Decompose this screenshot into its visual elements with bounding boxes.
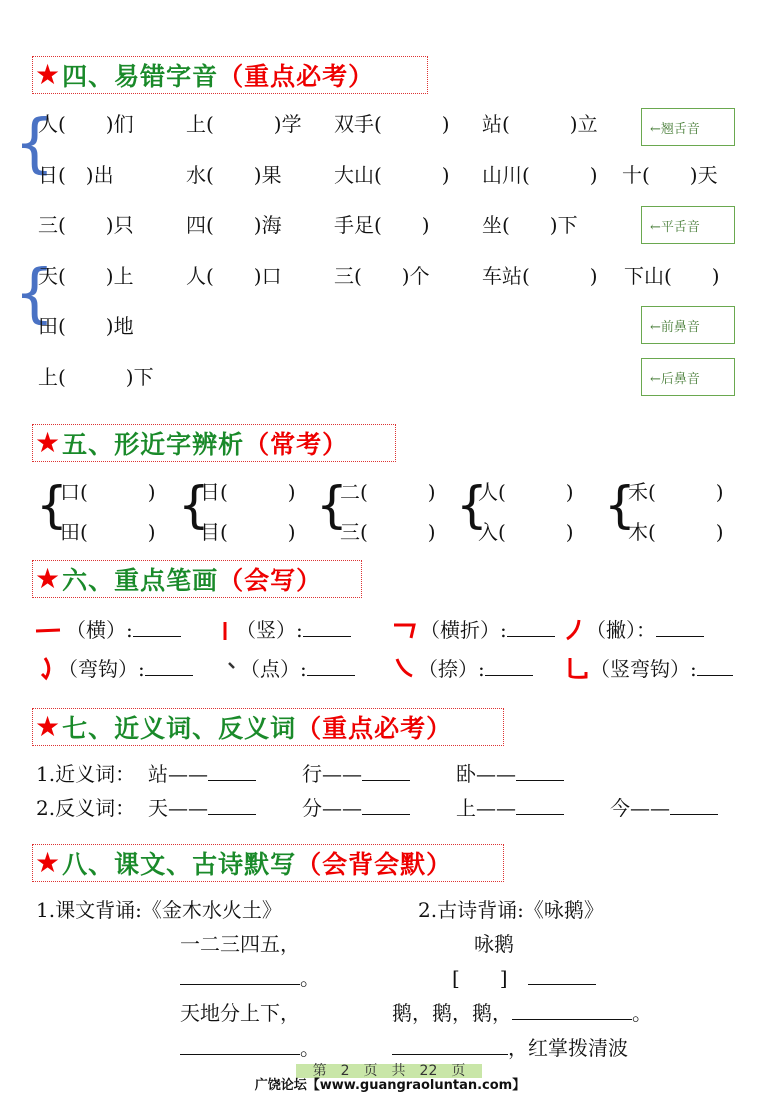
poem-title: 咏鹅 — [474, 932, 514, 956]
stroke-hengzhe-icon — [392, 620, 418, 642]
pinyin-item: 水( )果 — [186, 163, 282, 187]
poem-recite-label: 2.古诗背诵:《咏鹅》 — [418, 898, 604, 922]
section-4-header — [32, 56, 428, 94]
section-title: 八、课文、古诗默写 — [62, 850, 297, 879]
note-flat-tongue: ←平舌音 — [641, 206, 735, 244]
stroke-label: （撇）： — [586, 618, 704, 642]
pinyin-item: 大山( ) — [334, 163, 450, 187]
brace-icon: { — [14, 107, 55, 181]
pinyin-item: 站( )立 — [482, 112, 598, 136]
shape-char: 入( ) — [478, 520, 574, 544]
stroke-label: （竖弯钩）: — [590, 657, 733, 681]
stroke-label: （弯钩）: — [58, 657, 193, 681]
poem-line: 鹅，鹅，鹅， 。 — [392, 1001, 652, 1025]
note-front-nasal: ←前鼻音 — [641, 306, 735, 344]
section-title: 五、形近字辨析 — [62, 430, 245, 459]
stroke-dian-icon — [226, 660, 238, 672]
site-footer: 广饶论坛【www.guangraoluntan.com】 — [254, 1078, 526, 1093]
antonym-item: 分—— — [302, 796, 410, 820]
stroke-pie-icon — [564, 618, 584, 642]
stroke-label: （横折）: — [420, 618, 555, 642]
pinyin-item: 坐( )下 — [482, 213, 578, 237]
brace-icon: { — [178, 476, 210, 534]
shape-char: 人( ) — [478, 480, 574, 504]
section-title: 六、重点笔画 — [62, 566, 219, 595]
section-tag: （会背会默） — [296, 850, 453, 879]
text-line: 一二三四五， — [180, 932, 300, 956]
pinyin-item: 手足( ) — [334, 213, 430, 237]
pinyin-item: 双手( ) — [334, 112, 450, 136]
pinyin-item: 天( )上 — [38, 264, 134, 288]
text-line: 。 — [180, 966, 320, 990]
star-icon: ★ — [35, 846, 61, 879]
pinyin-item: 三( )个 — [334, 264, 430, 288]
text-line: 。 — [180, 1036, 320, 1060]
pinyin-item: 人( )口 — [186, 264, 282, 288]
synonym-item: 行—— — [302, 762, 410, 786]
text-line: 天地分上下， — [180, 1001, 300, 1025]
antonym-label: 2.反义词： — [36, 796, 136, 820]
brace-icon: { — [36, 476, 68, 534]
stroke-shu-icon — [218, 620, 232, 642]
section-7-header — [32, 708, 504, 746]
stroke-wangou-icon — [38, 656, 56, 682]
section-8-header — [32, 844, 504, 882]
pinyin-item: 上( )下 — [38, 365, 154, 389]
stroke-heng-icon — [34, 622, 62, 642]
shape-char: 三( ) — [340, 520, 436, 544]
poem-line: ，红掌拨清波 — [392, 1036, 628, 1060]
synonym-item: 站—— — [148, 762, 256, 786]
star-icon: ★ — [35, 710, 61, 743]
pinyin-item: 十( )天 — [622, 163, 718, 187]
section-6-header — [32, 560, 362, 598]
brace-icon: { — [14, 257, 55, 331]
stroke-na-icon — [394, 656, 414, 680]
section-tag: （会写） — [218, 566, 323, 595]
pinyin-item: 四( )海 — [186, 213, 282, 237]
section-title: 四、易错字音 — [62, 62, 219, 91]
pinyin-item: 人( )们 — [38, 112, 134, 136]
note-retroflex: ←翘舌音 — [641, 108, 735, 146]
shape-char: 木( ) — [628, 520, 724, 544]
shape-char: 田( ) — [60, 520, 156, 544]
stroke-label: （横）: — [66, 618, 181, 642]
pinyin-item: 车站( ) — [482, 264, 598, 288]
synonym-item: 卧—— — [456, 762, 564, 786]
star-icon: ★ — [35, 426, 61, 459]
stroke-label: （竖）: — [236, 618, 351, 642]
pinyin-item: 下山( ) — [624, 264, 720, 288]
section-title: 七、近义词、反义词 — [62, 714, 297, 743]
section-tag: （常考） — [244, 430, 349, 459]
section-5-header — [32, 424, 396, 462]
pinyin-item: 田( )地 — [38, 314, 134, 338]
stroke-label: （点）: — [240, 657, 355, 681]
star-icon: ★ — [35, 562, 61, 595]
brace-icon: { — [316, 476, 348, 534]
pinyin-item: 山川( ) — [482, 163, 598, 187]
poem-author: [ ] — [452, 966, 596, 990]
star-icon: ★ — [35, 58, 61, 91]
synonym-label: 1.近义词： — [36, 762, 136, 786]
brace-icon: { — [604, 476, 636, 534]
pinyin-item: 上( )学 — [186, 112, 302, 136]
shape-char: 禾( ) — [628, 480, 724, 504]
note-back-nasal: ←后鼻音 — [641, 358, 735, 396]
section-tag: （重点必考） — [296, 714, 453, 743]
shape-char: 二( ) — [340, 480, 436, 504]
pinyin-item: 日( )出 — [38, 163, 114, 187]
antonym-item: 上—— — [456, 796, 564, 820]
brace-icon: { — [456, 476, 488, 534]
antonym-item: 天—— — [148, 796, 256, 820]
text-recite-label: 1.课文背诵:《金木水火土》 — [36, 898, 282, 922]
section-tag: （重点必考） — [218, 62, 375, 91]
shape-char: 日( ) — [200, 480, 296, 504]
antonym-item: 今—— — [610, 796, 718, 820]
stroke-label: （捺）: — [418, 657, 533, 681]
stroke-shuwangou-icon — [566, 656, 590, 682]
shape-char: 目( ) — [200, 520, 296, 544]
shape-char: 口( ) — [60, 480, 156, 504]
page-number: 第 2 页 共 22 页 — [312, 1063, 466, 1079]
pinyin-item: 三( )只 — [38, 213, 134, 237]
